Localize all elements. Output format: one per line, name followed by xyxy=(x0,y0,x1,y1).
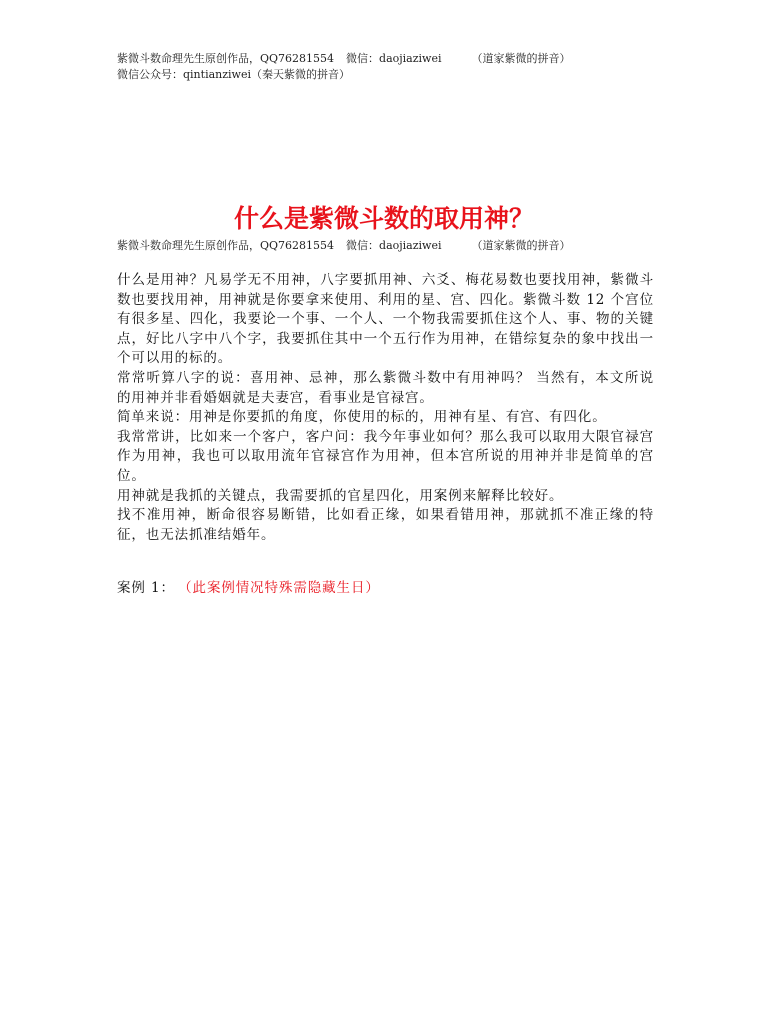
header-line-2 xyxy=(117,67,571,83)
header-account-label: 微信公众号： xyxy=(117,68,183,81)
header-wechat-id: daojiaziwei xyxy=(379,52,442,65)
byline-qq: QQ76281554 xyxy=(260,239,335,252)
paragraph: 简单来说：用神是你要抓的角度，你使用的标的，用神有星、有宫、有四化。 xyxy=(117,409,607,426)
paragraph: 找不准用神，断命很容易断错，比如看正缘，如果看错用神，那就抓不准正缘的特征，也无法抓准结婚年。 xyxy=(117,507,654,543)
case-label: 案例 1： xyxy=(117,580,175,596)
header-wechat-note: （道家紫微的拼音） xyxy=(471,52,571,65)
byline-note: （道家紫微的拼音） xyxy=(471,239,571,252)
header-line-1 xyxy=(117,51,571,67)
paragraph: 常常听算八字的说：喜用神、忌神，那么紫微斗数中有用神吗？ 当然有，本文所说的用神并非看婚姻就是夫妻宫，看事业是官禄宫。 xyxy=(117,369,654,406)
byline-wechat-label: 微信： xyxy=(346,239,380,252)
header-account: qintianziwei xyxy=(183,68,251,81)
case-note: （此案例情况特殊需隐藏生日） xyxy=(184,580,380,596)
paragraph: 什么是用神？凡易学无不用神，八字要抓用神、六爻、梅花易数也要找用神，紫微斗数也要找用神，用神就是你要拿来使用、利用的星、宫、四化。紫微斗数 12 个宫位有很多星、四化，我要论一个事、一个人、一个物我需要抓住这个人、事、物的关键点，好比八字中八个字，我要抓住其中一个五行作为用神，在错综复杂的象中找出一个可以用的标的。 xyxy=(117,272,654,367)
header-author: 紫微斗数命理先生原创作品， xyxy=(117,52,260,65)
paragraph: 我常常讲，比如来一个客户，客户问：我今年事业如何？那么我可以取用大限官禄宫作为用神，我也可以取用流年官禄宫作为用神，但本宫所说的用神并非是简单的宫位。 xyxy=(117,428,654,484)
title-byline xyxy=(117,238,571,254)
case-heading xyxy=(117,578,380,598)
byline-author: 紫微斗数命理先生原创作品， xyxy=(117,239,260,252)
document-header xyxy=(117,51,571,83)
article-body xyxy=(117,271,654,545)
header-wechat-label: 微信： xyxy=(346,52,380,65)
byline-wechat-id: daojiaziwei xyxy=(379,239,442,252)
header-account-note: （秦天紫微的拼音） xyxy=(250,68,350,81)
page-title: 什么是紫微斗数的取用神？ xyxy=(233,204,534,233)
header-qq: QQ76281554 xyxy=(260,52,335,65)
paragraph: 用神就是我抓的关键点，我需要抓的官星四化，用案例来解释比较好。 xyxy=(117,487,564,504)
